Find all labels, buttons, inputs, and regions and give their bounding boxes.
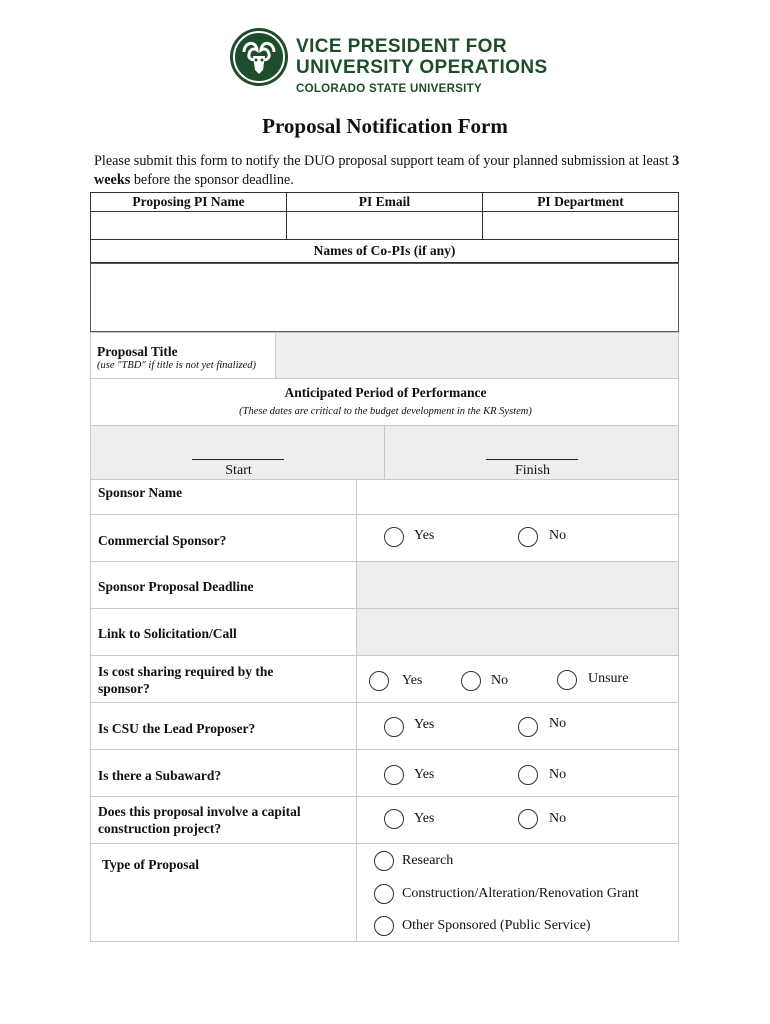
csu-lead-no-radio[interactable] [518, 717, 538, 737]
commercial-sponsor-yes-radio[interactable] [384, 527, 404, 547]
commercial-sponsor-no-radio[interactable] [518, 527, 538, 547]
proposal-type-research-label: Research [402, 853, 454, 868]
period-header-cell [90, 378, 679, 426]
logo-line-1: VICE PRESIDENT FOR [296, 36, 507, 57]
proposal-type-label: Type of Proposal [102, 857, 200, 872]
start-label: Start [225, 463, 252, 478]
ram-logo-icon [230, 28, 288, 86]
finish-date-line [486, 459, 578, 460]
proposal-type-other-label: Other Sponsored (Public Service) [402, 918, 591, 933]
logo-line-3: COLORADO STATE UNIVERSITY [296, 83, 482, 95]
finish-label: Finish [514, 463, 550, 478]
capital-options [356, 796, 679, 844]
csu-lead-yes-radio[interactable] [384, 717, 404, 737]
sponsor-name-label-cell [90, 479, 357, 515]
subaward-no-label: No [549, 767, 567, 782]
deadline-label: Sponsor Proposal Deadline [98, 579, 254, 594]
proposal-title-label-cell [90, 332, 276, 379]
proposal-form [90, 192, 679, 942]
proposal-type-construction-label: Construction/Alteration/Renovation Grant [402, 886, 639, 901]
cost-sharing-label-cell [90, 655, 357, 703]
commercial-sponsor-options [356, 514, 679, 562]
proposal-type-research-radio[interactable] [374, 851, 394, 871]
cost-sharing-label: Is cost sharing required by the sponsor? [98, 664, 274, 696]
subaward-yes-label: Yes [414, 767, 435, 782]
pi-email-header: PI Email [286, 192, 483, 212]
proposal-title-label: Proposal Title [97, 344, 178, 359]
proposal-type-construction-radio[interactable] [374, 884, 394, 904]
capital-yes-label: Yes [414, 811, 435, 826]
sponsor-name-label: Sponsor Name [98, 485, 183, 500]
cost-sharing-unsure-radio[interactable] [557, 670, 577, 690]
intro-text: Please submit this form to notify the DUO proposal support team of your planned submission at least 3 weeks before the sponsor deadline. [94, 153, 680, 188]
page-title: Proposal Notification Form [262, 114, 508, 138]
cost-sharing-options [356, 655, 679, 703]
csu-lead-no-label: No [549, 716, 567, 731]
co-pis-input[interactable] [90, 263, 679, 332]
pi-department-header: PI Department [482, 192, 679, 212]
pi-department-input[interactable] [482, 211, 679, 240]
capital-no-label: No [549, 811, 567, 826]
logo-line-2: UNIVERSITY OPERATIONS [296, 57, 548, 78]
period-heading: Anticipated Period of Performance [284, 385, 487, 400]
proposal-title-hint: (use "TBD" if title is not yet finalized) [97, 360, 257, 371]
commercial-sponsor-yes-label: Yes [414, 528, 435, 543]
proposal-title-input[interactable] [275, 332, 679, 379]
proposal-type-options [356, 843, 679, 942]
csu-lead-options [356, 702, 679, 750]
csu-lead-label: Is CSU the Lead Proposer? [98, 721, 256, 736]
proposal-type-label-cell [90, 843, 357, 942]
solicitation-label: Link to Solicitation/Call [98, 626, 237, 641]
finish-date-input[interactable] [384, 425, 679, 480]
capital-label-cell [90, 796, 357, 844]
cost-sharing-yes-radio[interactable] [369, 671, 389, 691]
start-date-input[interactable] [90, 425, 385, 480]
commercial-sponsor-label-cell [90, 514, 357, 562]
subaward-label: Is there a Subaward? [98, 768, 222, 783]
cost-sharing-no-radio[interactable] [461, 671, 481, 691]
csu-lead-yes-label: Yes [414, 717, 435, 732]
cost-sharing-no-label: No [491, 673, 509, 688]
subaward-no-radio[interactable] [518, 765, 538, 785]
subaward-options [356, 749, 679, 797]
co-pis-header: Names of Co-PIs (if any) [90, 239, 679, 263]
solicitation-input[interactable] [356, 608, 679, 656]
proposal-type-other-radio[interactable] [374, 916, 394, 936]
cost-sharing-yes-label: Yes [402, 673, 423, 688]
csu-lead-label-cell [90, 702, 357, 750]
cost-sharing-unsure-label: Unsure [588, 671, 629, 686]
capital-label: Does this proposal involve a capital construction project? [98, 804, 301, 836]
start-date-line [192, 459, 284, 460]
commercial-sponsor-no-label: No [549, 528, 567, 543]
sponsor-name-input[interactable] [356, 479, 679, 515]
capital-yes-radio[interactable] [384, 809, 404, 829]
solicitation-label-cell [90, 608, 357, 656]
pi-name-header: Proposing PI Name [90, 192, 287, 212]
pi-email-input[interactable] [286, 211, 483, 240]
deadline-label-cell [90, 561, 357, 609]
capital-no-radio[interactable] [518, 809, 538, 829]
subaward-yes-radio[interactable] [384, 765, 404, 785]
subaward-label-cell [90, 749, 357, 797]
period-note: (These dates are critical to the budget development in the KR System) [239, 406, 532, 417]
commercial-sponsor-label: Commercial Sponsor? [98, 533, 227, 548]
deadline-input[interactable] [356, 561, 679, 609]
pi-name-input[interactable] [90, 211, 287, 240]
